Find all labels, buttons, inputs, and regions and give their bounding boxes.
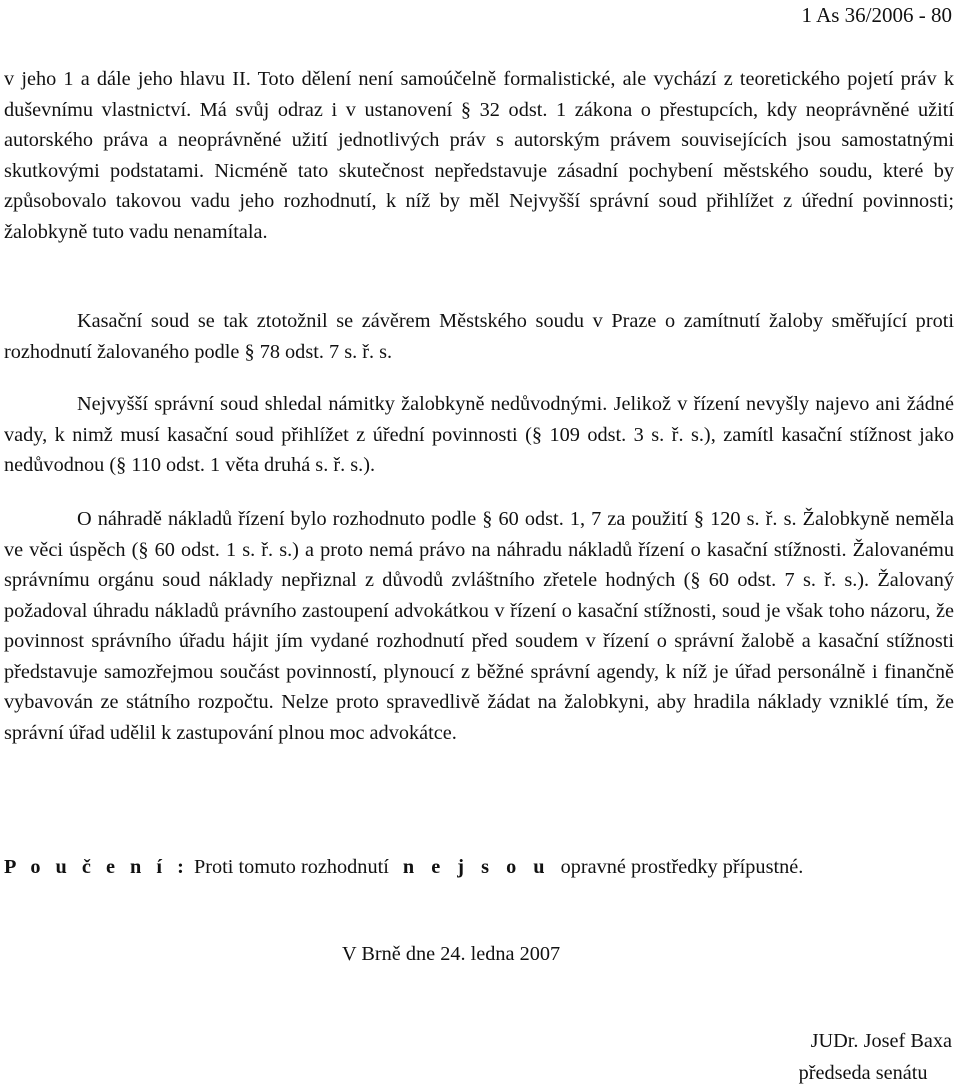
case-reference: 1 As 36/2006 - 80: [801, 3, 952, 27]
instruction-text-after: opravné prostředky přípustné.: [560, 856, 804, 878]
instruction-text-before: Proti tomuto rozhodnutí: [193, 856, 389, 878]
legal-instruction: [4, 852, 803, 882]
paragraph-conclusion: Kasační soud se tak ztotožnil se závěrem Městského soudu v Praze o zamítnutí žaloby směřující proti rozhodnutí žalovaného podle § 78 odst. 7 s. ř. s.: [4, 310, 954, 363]
paragraph-costs: O náhradě nákladů řízení bylo rozhodnuto podle § 60 odst. 1, 7 za použití § 120 s. ř. s. Žalobkyně neměla ve věci úspěch (§ 60 odst. 1 s. ř. s.) a proto nemá právo na náhradu nákladů řízení o kasační stížnosti. Žalovanému správnímu orgánu soud náklady nepřiznal z důvodů zvláštního zřetele hodných (§ 60 odst. 7 s. ř. s.). Žalovaný požadoval úhradu nákladů právního zastoupení advokátkou v řízení o kasační stížnosti, soud je však toho názoru, že povinnost správního úřadu hájit jím vydané rozhodnutí před soudem v řízení o správní žalobě a kasační stížnosti představuje samozřejmou součást povinností, plynoucí z běžné správní agendy, k níž je úřad personálně i finančně vybavován ze státního rozpočtu. Nelze proto spravedlivě žádat na žalobkyni, aby hradila náklady vzniklé tím, že správní úřad udělil k zastupování plnou moc advokátce.: [4, 508, 954, 744]
signatory-role: předseda senátu: [798, 1062, 928, 1084]
signatory-name: JUDr. Josef Baxa: [810, 1030, 952, 1052]
instruction-emphasis: n e j s o u: [402, 856, 551, 878]
paragraph-decision: Nejvyšší správní soud shledal námitky žalobkyně nedůvodnými. Jelikož v řízení nevyšly najevo ani žádné vady, k nimž musí kasační soud přihlížet z úřední povinnosti (§ 109 odst. 3 s. ř. s.), zamítl kasační stížnost jako nedůvodnou (§ 110 odst. 1 věta druhá s. ř. s.).: [4, 393, 954, 476]
place-and-date: V Brně dne 24. ledna 2007: [342, 943, 561, 965]
paragraph-reasoning: v jeho 1 a dále jeho hlavu II. Toto dělení není samoúčelně formalistické, ale vychází z teoretického pojetí práv k duševnímu vlastnictví. Má svůj odraz i v ustanovení § 32 odst. 1 zákona o přestupcích, kdy neoprávněné užití autorského práva a neoprávněné užití jednotlivých práv s autorským právem souvisejících jsou samostatnými skutkovými podstatami. Nicméně tato skutečnost nepředstavuje zásadní pochybení městského soudu, které by způsobovalo takovou vadu jeho rozhodnutí, k níž by měl Nejvyšší správní soud přihlížet z úřední povinnosti; žalobkyně tuto vadu nenamítala.: [4, 68, 954, 243]
instruction-label: P o u č e n í :: [4, 856, 189, 878]
signature-block: [799, 1025, 952, 1089]
